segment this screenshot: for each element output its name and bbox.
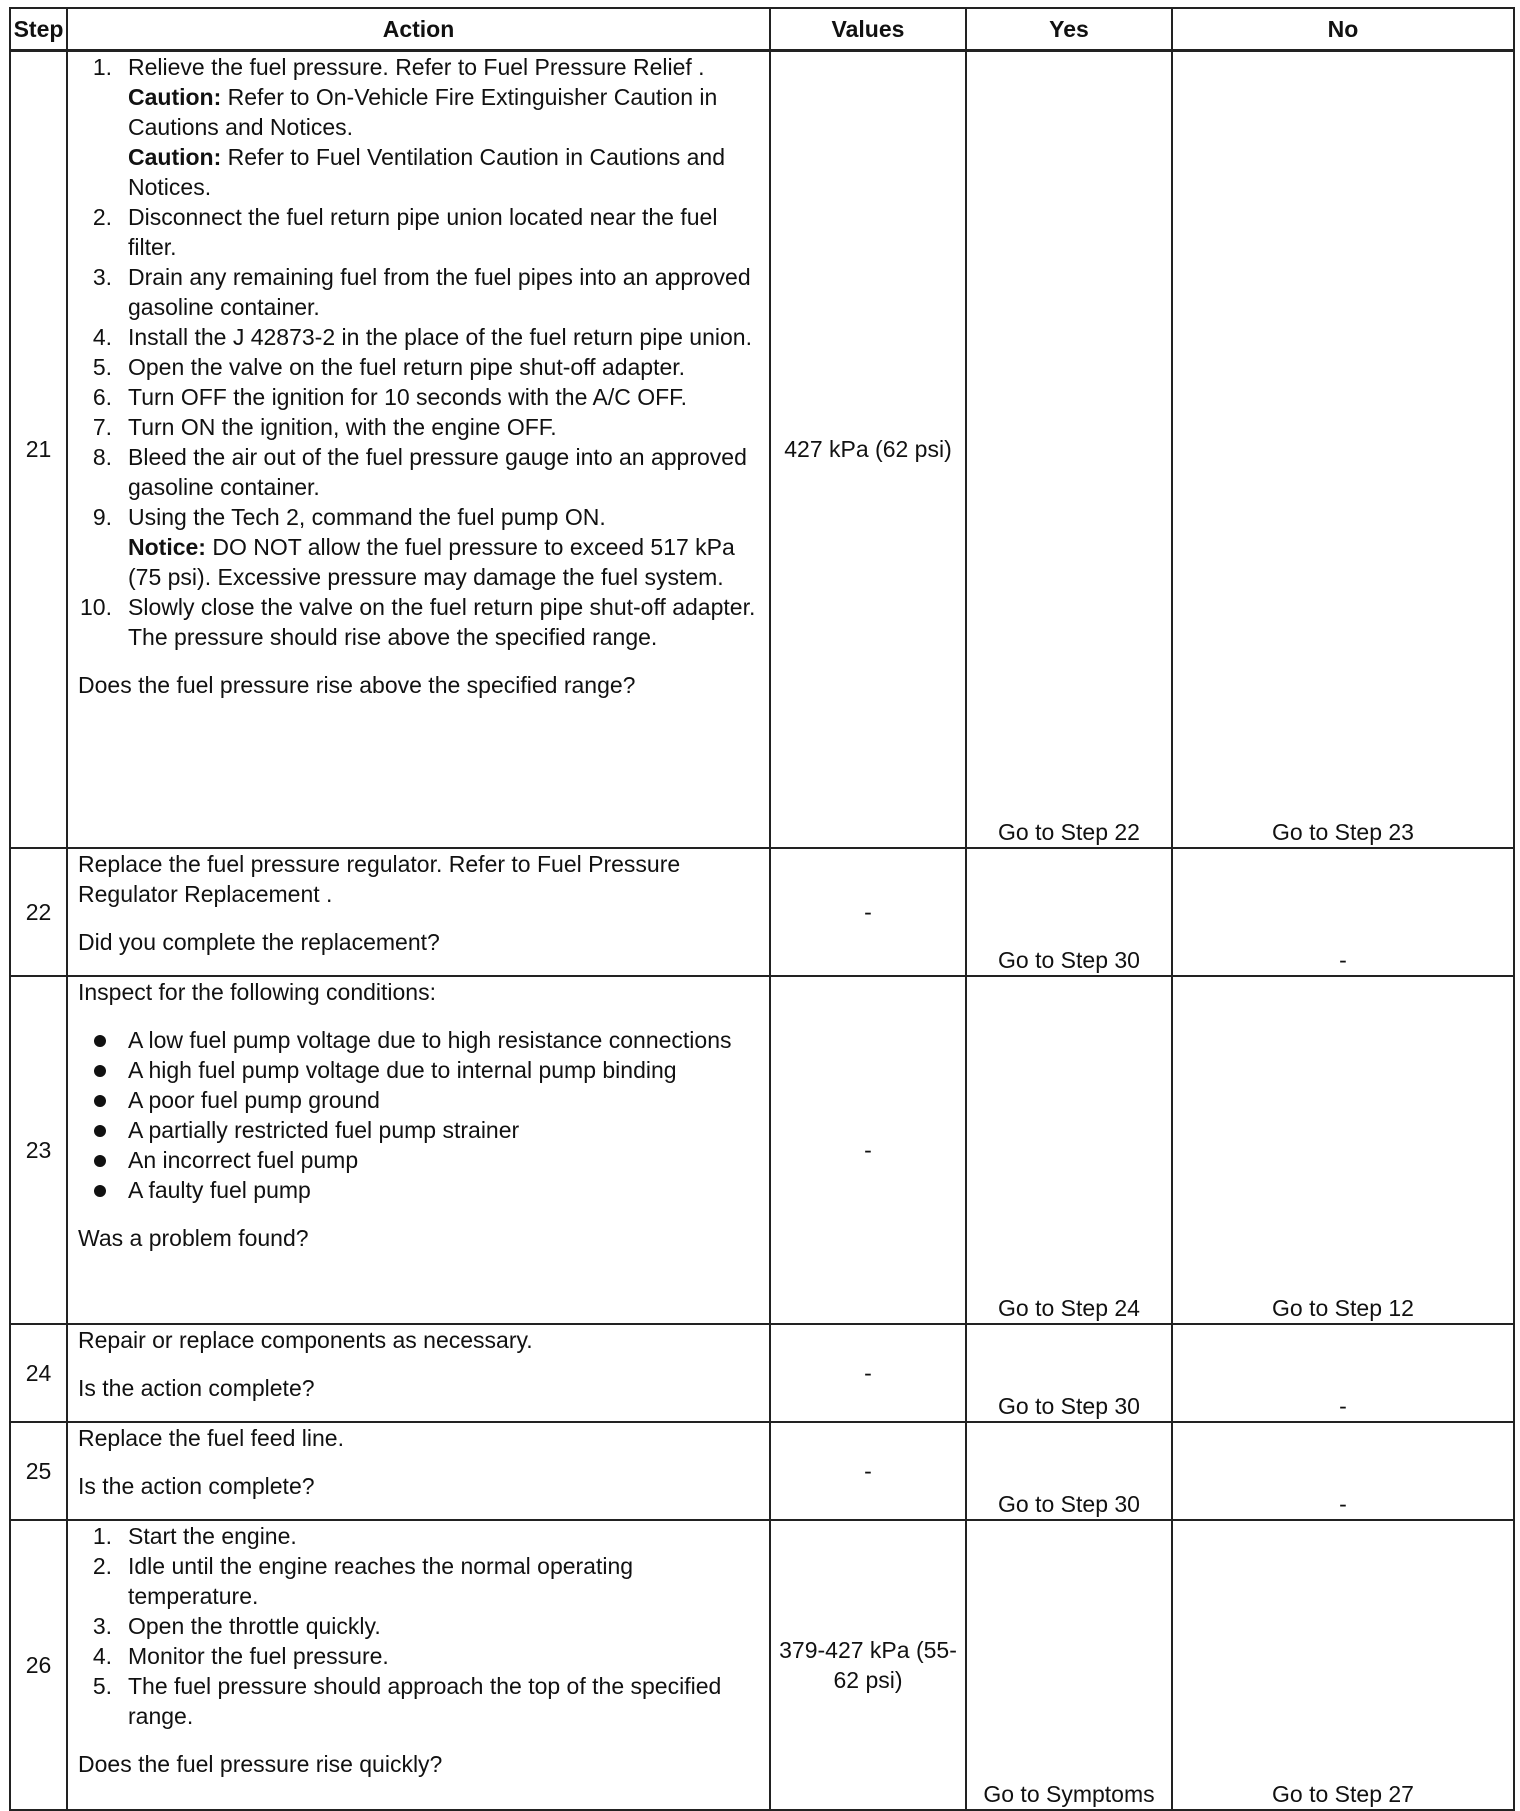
yes-cell: Go to Step 22 <box>966 51 1172 848</box>
question: Did you complete the replacement? <box>78 928 440 955</box>
caution-2 <box>128 142 769 202</box>
item-number: 2. <box>92 204 112 230</box>
list-item <box>78 1175 769 1205</box>
item-number: 1. <box>92 54 112 80</box>
item-number: 4. <box>92 324 112 350</box>
table-row <box>10 1422 1514 1520</box>
question: Is the action complete? <box>78 1374 315 1401</box>
notice-text: DO NOT allow the fuel pressure to exceed 517 kPa (75 psi). Excessive pressure may damage the fuel system. <box>128 534 735 590</box>
item-number: 3. <box>92 1612 112 1639</box>
list-item <box>78 262 769 322</box>
item-number: 5. <box>92 1672 112 1699</box>
caution-text: Refer to On-Vehicle Fire Extinguisher Caution in Cautions and Notices. <box>128 84 718 140</box>
item-text: Drain any remaining fuel from the fuel pipes into an approved gasoline container. <box>128 264 751 320</box>
table-row <box>10 848 1514 976</box>
values-cell: 427 kPa (62 psi) <box>770 51 966 848</box>
bullet-icon <box>94 1095 106 1107</box>
values-cell: - <box>770 976 966 1324</box>
item-text: A faulty fuel pump <box>128 1176 311 1203</box>
table-row <box>10 976 1514 1324</box>
step-list <box>78 52 769 652</box>
item-text: Monitor the fuel pressure. <box>128 1642 389 1669</box>
bullet-icon <box>94 1155 106 1167</box>
item-number: 9. <box>92 504 112 530</box>
list-item <box>78 1025 769 1055</box>
item-number: 2. <box>92 1552 112 1579</box>
action-cell <box>67 51 770 848</box>
list-item <box>78 1115 769 1145</box>
step-number: 23 <box>10 976 67 1324</box>
action-cell <box>67 848 770 976</box>
list-item <box>78 442 769 502</box>
list-item <box>78 1671 769 1731</box>
table-row <box>10 1324 1514 1422</box>
list-item <box>78 1611 769 1641</box>
action-cell <box>67 1422 770 1520</box>
bullet-icon <box>94 1035 106 1047</box>
list-item <box>78 502 769 592</box>
header-values: Values <box>770 8 966 51</box>
yes-cell: Go to Step 30 <box>966 1324 1172 1422</box>
notice-label: Notice: <box>128 534 206 560</box>
condition-list <box>78 1025 769 1205</box>
item-text: Idle until the engine reaches the normal operating temperature. <box>128 1552 634 1609</box>
item-text: Using the Tech 2, command the fuel pump ON. <box>128 504 606 530</box>
item-text: Disconnect the fuel return pipe union located near the fuel filter. <box>128 204 718 260</box>
item-text: Bleed the air out of the fuel pressure gauge into an approved gasoline container. <box>128 444 747 500</box>
action-text: Replace the fuel pressure regulator. Refer to Fuel Pressure Regulator Replacement . <box>78 850 681 907</box>
list-item <box>78 352 769 382</box>
item-text: Slowly close the valve on the fuel return pipe shut-off adapter. The pressure should rise above the specified range. <box>128 594 756 650</box>
diagnostic-table <box>9 7 1515 1811</box>
values-cell: - <box>770 1324 966 1422</box>
no-cell: - <box>1172 1324 1514 1422</box>
list-item <box>78 1085 769 1115</box>
notice <box>128 532 769 592</box>
step-number: 25 <box>10 1422 67 1520</box>
step-list <box>78 1521 769 1731</box>
bullet-icon <box>94 1185 106 1197</box>
list-item <box>78 322 769 352</box>
bullet-icon <box>94 1125 106 1137</box>
yes-cell: Go to Step 30 <box>966 848 1172 976</box>
item-text: Turn ON the ignition, with the engine OFF. <box>128 414 557 440</box>
table-row <box>10 1520 1514 1810</box>
item-text: Open the valve on the fuel return pipe shut-off adapter. <box>128 354 686 380</box>
action-cell <box>67 976 770 1324</box>
item-text: A partially restricted fuel pump strainer <box>128 1116 520 1143</box>
action-cell <box>67 1520 770 1810</box>
item-text: An incorrect fuel pump <box>128 1146 359 1173</box>
action-text: Replace the fuel feed line. <box>78 1424 344 1451</box>
no-cell: - <box>1172 1422 1514 1520</box>
values-cell: 379-427 kPa (55-62 psi) <box>770 1520 966 1810</box>
question: Was a problem found? <box>78 1224 309 1251</box>
no-cell: Go to Step 27 <box>1172 1520 1514 1810</box>
item-text: A low fuel pump voltage due to high resistance connections <box>128 1026 732 1053</box>
values-cell: - <box>770 848 966 976</box>
header-row <box>10 8 1514 51</box>
list-item <box>78 412 769 442</box>
item-text: The fuel pressure should approach the top of the specified range. <box>128 1672 722 1729</box>
item-text: Turn OFF the ignition for 10 seconds with the A/C OFF. <box>128 384 688 410</box>
values-cell: - <box>770 1422 966 1520</box>
header-no: No <box>1172 8 1514 51</box>
table-row <box>10 51 1514 848</box>
list-item <box>78 202 769 262</box>
bullet-icon <box>94 1065 106 1077</box>
no-cell: Go to Step 23 <box>1172 51 1514 848</box>
list-item <box>78 382 769 412</box>
item-text: Start the engine. <box>128 1522 297 1549</box>
caution-1 <box>128 82 769 142</box>
item-number: 1. <box>92 1522 112 1549</box>
step-number: 26 <box>10 1520 67 1810</box>
item-number: 6. <box>92 384 112 410</box>
item-number: 7. <box>92 414 112 440</box>
header-action: Action <box>67 8 770 51</box>
step-number: 21 <box>10 51 67 848</box>
list-item <box>78 592 769 652</box>
item-number: 10. <box>80 594 112 620</box>
step-number: 22 <box>10 848 67 976</box>
action-cell <box>67 1324 770 1422</box>
item-number: 3. <box>92 264 112 290</box>
question: Does the fuel pressure rise above the specified range? <box>78 672 636 698</box>
header-yes: Yes <box>966 8 1172 51</box>
caution-label: Caution: <box>128 84 222 110</box>
caution-text: Refer to Fuel Ventilation Caution in Cautions and Notices. <box>128 144 726 200</box>
yes-cell: Go to Step 24 <box>966 976 1172 1324</box>
list-item <box>78 52 769 202</box>
list-item <box>78 1551 769 1611</box>
question: Does the fuel pressure rise quickly? <box>78 1750 443 1777</box>
item-text: Open the throttle quickly. <box>128 1612 381 1639</box>
header-step: Step <box>10 8 67 51</box>
item-number: 4. <box>92 1642 112 1669</box>
question: Is the action complete? <box>78 1472 315 1499</box>
item-number: 5. <box>92 354 112 380</box>
item-number: 8. <box>92 444 112 470</box>
no-cell: - <box>1172 848 1514 976</box>
item-text: A high fuel pump voltage due to internal pump binding <box>128 1056 677 1083</box>
item-text: Relieve the fuel pressure. Refer to Fuel Pressure Relief . <box>128 54 705 80</box>
list-item <box>78 1521 769 1551</box>
list-item <box>78 1145 769 1175</box>
item-text: A poor fuel pump ground <box>128 1086 380 1113</box>
item-text: Install the J 42873-2 in the place of the fuel return pipe union. <box>128 324 752 350</box>
step-number: 24 <box>10 1324 67 1422</box>
action-text: Repair or replace components as necessary. <box>78 1326 533 1353</box>
list-item <box>78 1055 769 1085</box>
no-cell: Go to Step 12 <box>1172 976 1514 1324</box>
yes-cell: Go to Step 30 <box>966 1422 1172 1520</box>
caution-label: Caution: <box>128 144 222 170</box>
yes-cell: Go to Symptoms <box>966 1520 1172 1810</box>
action-text: Inspect for the following conditions: <box>78 978 436 1005</box>
list-item <box>78 1641 769 1671</box>
